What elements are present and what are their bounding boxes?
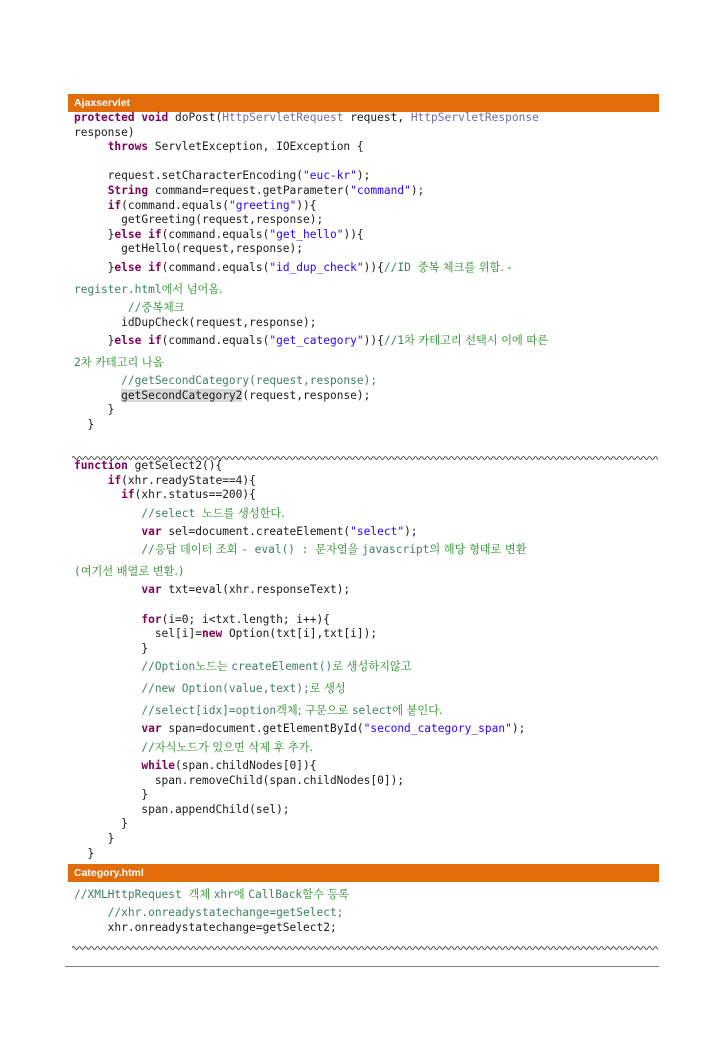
code-token: sel[i]= — [74, 627, 202, 641]
code-line — [74, 228, 664, 243]
code-token: (command.equals( — [121, 198, 229, 212]
code-token: else if — [114, 334, 162, 348]
code-token: protected void — [74, 111, 176, 124]
code-token: register.html — [74, 282, 162, 296]
code-token: new — [201, 627, 229, 641]
code-token: throws — [107, 140, 155, 154]
code-token: 노드는 — [195, 660, 232, 674]
code-token: } — [74, 831, 115, 845]
code-line — [74, 737, 664, 759]
code-token: "greeting" — [228, 198, 297, 212]
code-line — [74, 140, 664, 155]
code-token: // — [74, 543, 155, 557]
code-line — [74, 503, 664, 525]
code-token: - eval() : — [241, 543, 316, 557]
code-token: )){ — [363, 334, 384, 348]
code-token: (request,response); — [242, 388, 371, 402]
code-line — [74, 301, 664, 316]
code-token: xhr — [213, 888, 234, 901]
code-token: } — [74, 817, 128, 831]
code-token: else if — [114, 227, 162, 241]
code-token: command=request.getParameter( — [148, 183, 351, 197]
page-footer-rule — [65, 966, 659, 967]
code-token: //getSecondCategory(request,response); — [74, 374, 378, 388]
code-line — [74, 847, 664, 862]
code-token: request, — [343, 111, 411, 124]
code-line — [74, 199, 664, 214]
code-token: xhr.onreadystatechange=getSelect2; — [74, 920, 337, 934]
code-block-category-html — [74, 884, 664, 935]
code-token: "euc-kr" — [303, 169, 357, 183]
code-token — [74, 613, 141, 626]
code-token: 객체; 구문으로 — [276, 704, 352, 718]
code-token: txt=eval(xhr.responseText); — [168, 583, 351, 597]
code-line — [74, 403, 664, 418]
code-token: doPost( — [175, 111, 223, 124]
code-token: for — [141, 612, 162, 626]
code-token: "id_dup_check" — [269, 260, 364, 274]
code-token: while — [141, 758, 176, 772]
code-token: span=document.getElementById( — [168, 722, 364, 736]
code-token — [74, 722, 141, 735]
code-token: ); — [511, 722, 526, 736]
code-line — [74, 389, 664, 404]
code-line — [74, 330, 664, 352]
code-token: span.appendChild(sel); — [74, 802, 290, 816]
code-token — [74, 759, 141, 772]
code-token — [74, 199, 108, 212]
code-token: (command.equals( — [161, 334, 270, 348]
code-token: var — [141, 722, 169, 736]
code-token: ); — [404, 524, 418, 538]
code-token: (xhr.status==200){ — [134, 488, 256, 502]
code-token: } — [74, 403, 115, 417]
code-token: Option(txt[i],txt[i]); — [228, 627, 378, 641]
code-token: // — [74, 300, 142, 314]
code-line — [74, 374, 664, 389]
code-token: (command.equals( — [161, 260, 270, 274]
code-token: } — [74, 417, 95, 431]
code-token: HttpServletRequest — [222, 111, 344, 124]
code-token: 응답 데이터 조회 — [154, 543, 242, 557]
code-token: 로 생성 — [309, 682, 346, 696]
code-token: if — [121, 488, 135, 502]
code-line — [74, 525, 664, 540]
code-line — [74, 642, 664, 657]
code-token: //1 — [383, 334, 405, 348]
code-token: 중복 체크를 위함. - — [417, 260, 512, 274]
code-token: 차 카테고리 나옴 — [80, 356, 164, 370]
code-line — [74, 832, 664, 847]
code-line — [74, 213, 664, 228]
code-token: var — [141, 583, 169, 597]
code-token: ( — [74, 565, 81, 579]
code-token: createElement() — [231, 660, 333, 674]
code-token: } — [74, 334, 115, 348]
code-token: //new Option(value,text); — [74, 682, 310, 696]
code-token: String — [107, 183, 149, 197]
code-token: 함수 등록 — [302, 888, 349, 901]
code-token: ) — [177, 565, 185, 579]
code-token: //ID — [383, 260, 418, 274]
code-token: "select" — [350, 524, 405, 538]
code-token: (i=0; i<txt.length; i++){ — [161, 612, 330, 626]
code-line — [74, 788, 664, 803]
code-token: )){ — [343, 227, 364, 241]
code-block-ajaxservlet — [74, 111, 664, 433]
code-line — [74, 488, 664, 503]
code-token: (command.equals( — [161, 227, 270, 241]
code-line — [74, 352, 664, 374]
code-line — [74, 111, 664, 126]
code-token — [74, 140, 108, 153]
code-token: 노드를 생성한다. — [201, 506, 285, 520]
code-token: } — [74, 788, 149, 802]
code-line — [74, 817, 664, 832]
code-token: )){ — [296, 198, 317, 212]
code-line — [74, 184, 664, 199]
code-line — [74, 656, 664, 678]
code-token: getHello(request,response); — [74, 242, 304, 256]
code-token: } — [74, 227, 115, 241]
code-token: span.removeChild(span.childNodes[0]); — [74, 773, 405, 787]
code-line — [74, 722, 664, 737]
code-token: 에 붙인다. — [392, 704, 443, 718]
code-token: "get_hello" — [269, 227, 344, 241]
code-line — [74, 906, 664, 921]
code-token: 의 해당 형태로 변환 — [429, 543, 527, 557]
code-token: "get_category" — [269, 334, 364, 348]
code-token: if — [107, 473, 122, 487]
code-token — [74, 389, 121, 402]
code-token: idDupCheck(request,response); — [74, 315, 317, 329]
code-token — [74, 474, 108, 487]
code-line — [74, 279, 664, 301]
code-token: 문자열을 — [315, 543, 363, 557]
code-token: 여기선 배열로 변환. — [80, 565, 178, 579]
code-line — [74, 169, 664, 184]
code-line — [74, 803, 664, 818]
code-line — [74, 774, 664, 789]
code-line — [74, 242, 664, 257]
code-token: //select — [74, 506, 202, 520]
code-token: getSecondCategory2 — [121, 388, 243, 402]
code-token: var — [141, 524, 169, 538]
code-token: //Option — [74, 660, 196, 674]
code-token: function — [74, 459, 135, 472]
code-token: // — [74, 740, 155, 754]
code-token: } — [74, 260, 115, 274]
code-token: //xhr.onreadystatechange=getSelect; — [74, 906, 344, 919]
code-token: //XMLHttpRequest — [74, 888, 189, 901]
code-token: 2 — [74, 356, 81, 370]
code-token: if — [107, 198, 122, 212]
code-line — [74, 316, 664, 331]
code-token: CallBack — [248, 888, 303, 901]
code-token: getSelect2(){ — [134, 459, 223, 472]
code-token: } — [74, 641, 149, 655]
code-token: ); — [410, 183, 425, 197]
code-line — [74, 700, 664, 722]
code-token: 로 생성하지않고 — [332, 660, 412, 674]
code-token: 에서 넘어옴. — [161, 282, 223, 296]
code-line — [74, 759, 664, 774]
code-token: 자식노드가 있으면 삭제 후 추가. — [154, 740, 314, 754]
code-token: 중복체크 — [141, 300, 185, 314]
code-line — [74, 678, 664, 700]
code-token: //select[idx]=option — [74, 704, 277, 718]
code-token: 차 카테고리 선택시 이에 따른 — [404, 334, 549, 348]
section-header-category-html: Category.html — [68, 864, 659, 882]
code-line — [74, 257, 664, 279]
code-line — [74, 583, 664, 598]
code-block-getselect2 — [74, 459, 664, 861]
code-token: ServletException, IOException { — [154, 140, 364, 154]
code-line — [74, 459, 664, 474]
code-token: (xhr.readyState==4){ — [121, 473, 256, 487]
code-line — [74, 561, 664, 583]
code-line — [74, 613, 664, 628]
code-token: "command" — [350, 183, 411, 197]
section-header-ajaxservlet: Ajaxservlet — [68, 94, 659, 112]
code-token: else if — [114, 260, 162, 274]
code-token — [74, 184, 108, 197]
code-token: sel=document.createElement( — [168, 524, 351, 538]
code-token: )){ — [363, 260, 384, 274]
code-token: 객체 — [188, 888, 214, 901]
code-token: "second_category_span" — [363, 722, 512, 736]
code-line — [74, 474, 664, 489]
code-line — [74, 155, 664, 170]
code-token: javascript — [362, 543, 430, 557]
code-token: getGreeting(request,response); — [74, 213, 324, 227]
code-token — [74, 583, 141, 596]
code-token: (span.childNodes[0]){ — [175, 758, 317, 772]
code-token: } — [74, 846, 95, 860]
code-line — [74, 921, 664, 936]
code-token: select — [351, 704, 393, 718]
code-token: request.setCharacterEncoding( — [74, 169, 304, 183]
code-token: response) — [74, 125, 135, 139]
code-line — [74, 539, 664, 561]
code-line — [74, 418, 664, 433]
code-line — [74, 884, 664, 906]
code-token: HttpServletResponse — [410, 111, 539, 124]
code-token: ); — [356, 169, 371, 183]
code-token — [74, 525, 141, 538]
code-token — [74, 488, 121, 501]
code-line — [74, 126, 664, 141]
code-line — [74, 598, 664, 613]
code-line — [74, 627, 664, 642]
section-divider-wave-bottom — [72, 944, 658, 952]
code-token: 에 — [233, 888, 249, 901]
